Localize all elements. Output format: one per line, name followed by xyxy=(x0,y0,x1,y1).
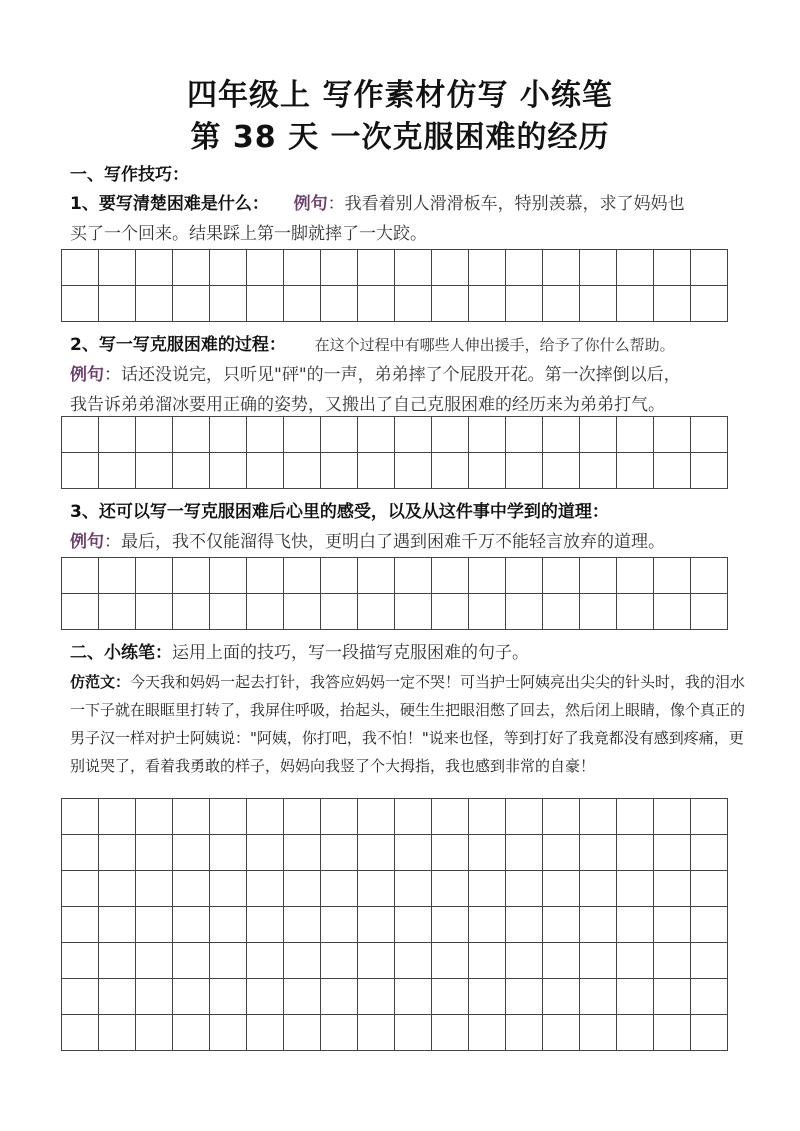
grid-cell[interactable] xyxy=(580,835,617,871)
grid-cell[interactable] xyxy=(617,835,654,871)
grid-cell[interactable] xyxy=(543,907,580,943)
grid-cell[interactable] xyxy=(691,453,728,489)
grid-cell[interactable] xyxy=(469,1015,506,1051)
grid-cell[interactable] xyxy=(617,907,654,943)
grid-cell[interactable] xyxy=(99,835,136,871)
grid-cell[interactable] xyxy=(284,1015,321,1051)
grid-cell[interactable] xyxy=(99,943,136,979)
grid-cell[interactable] xyxy=(321,799,358,835)
tip2-example-text-a: ：话还没说完，只听见"砰"的一声，弟弟摔了个屁股开花。第一次摔倒以后， xyxy=(104,365,681,385)
grid-cell[interactable] xyxy=(173,286,210,322)
grid-cell[interactable] xyxy=(247,594,284,630)
grid-cell[interactable] xyxy=(247,799,284,835)
grid-cell[interactable] xyxy=(654,835,691,871)
grid-cell[interactable] xyxy=(358,907,395,943)
grid-cell[interactable] xyxy=(99,417,136,453)
grid-cell[interactable] xyxy=(210,835,247,871)
grid-cell[interactable] xyxy=(99,1015,136,1051)
grid-cell[interactable] xyxy=(284,286,321,322)
grid-cell[interactable] xyxy=(580,594,617,630)
grid-cell[interactable] xyxy=(469,907,506,943)
grid-cell[interactable] xyxy=(432,1015,469,1051)
tip3-label: 3、还可以写一写克服困难后心里的感受，以及从这件事中学到的道理： xyxy=(70,502,609,522)
tip2-example-text-b: 我告诉弟弟溜冰要用正确的姿势，又搬出了自己克服困难的经历来为弟弟打气。 xyxy=(70,395,665,415)
grid-cell[interactable] xyxy=(173,417,210,453)
grid-cell[interactable] xyxy=(136,871,173,907)
grid-cell[interactable] xyxy=(432,835,469,871)
grid-cell[interactable] xyxy=(321,417,358,453)
section2-heading: 二、小练笔： xyxy=(70,643,172,663)
grid-cell[interactable] xyxy=(395,871,432,907)
grid-cell[interactable] xyxy=(358,250,395,286)
grid-cell[interactable] xyxy=(247,417,284,453)
grid-cell[interactable] xyxy=(432,979,469,1015)
grid-cell[interactable] xyxy=(691,594,728,630)
grid-cell[interactable] xyxy=(654,907,691,943)
grid-cell[interactable] xyxy=(580,907,617,943)
sample-essay xyxy=(70,668,750,780)
grid-cell[interactable] xyxy=(358,286,395,322)
grid-cell[interactable] xyxy=(247,558,284,594)
grid-cell[interactable] xyxy=(432,417,469,453)
grid-cell[interactable] xyxy=(506,417,543,453)
grid-cell[interactable] xyxy=(247,286,284,322)
tip1-example-label: 例句 xyxy=(293,194,328,214)
grid-cell[interactable] xyxy=(469,871,506,907)
grid-cell[interactable] xyxy=(580,1015,617,1051)
grid-cell[interactable] xyxy=(617,871,654,907)
grid-cell[interactable] xyxy=(469,250,506,286)
grid-cell[interactable] xyxy=(62,417,99,453)
grid-cell[interactable] xyxy=(99,979,136,1015)
writing-grid-3[interactable] xyxy=(61,557,728,630)
page-title: 四年级上 写作素材仿写 小练笔 xyxy=(187,78,613,113)
grid-cell[interactable] xyxy=(617,1015,654,1051)
sample-text: 今天我和妈妈一起去打针，我答应妈妈一定不哭！可当护士阿姨亮出尖尖的针头时，我的泪水一下子就在眼眶里打转了，我屏住呼吸，抬起头，硬生生把眼泪憋了回去，然后闭上眼睛，像个真正的男子汉一样对护士阿姨说："阿姨，你打吧，我不怕！"说来也怪，等到打好了我竟都没有感到疼痛，更别说哭了，看着我勇敢的样子，妈妈向我竖了个大拇指，我也感到非常的自豪！ xyxy=(70,673,746,775)
grid-cell[interactable] xyxy=(321,943,358,979)
grid-cell[interactable] xyxy=(173,907,210,943)
grid-cell[interactable] xyxy=(506,594,543,630)
grid-cell[interactable] xyxy=(210,453,247,489)
tip3-example-label: 例句 xyxy=(70,532,104,552)
tip3-block xyxy=(70,497,750,557)
grid-cell[interactable] xyxy=(580,250,617,286)
grid-cell[interactable] xyxy=(691,417,728,453)
tip1-example-text-a: ：我看着别人滑滑板车，特别羡慕，求了妈妈也 xyxy=(327,194,685,214)
grid-cell[interactable] xyxy=(617,594,654,630)
grid-cell[interactable] xyxy=(580,943,617,979)
grid-cell[interactable] xyxy=(99,558,136,594)
grid-cell[interactable] xyxy=(136,286,173,322)
grid-cell[interactable] xyxy=(321,835,358,871)
grid-cell[interactable] xyxy=(173,979,210,1015)
grid-cell[interactable] xyxy=(358,594,395,630)
grid-cell[interactable] xyxy=(62,594,99,630)
page-subtitle: 第 38 天 一次克服困难的经历 xyxy=(190,120,610,155)
tip1-block xyxy=(70,189,750,249)
grid-cell[interactable] xyxy=(469,594,506,630)
grid-cell[interactable] xyxy=(432,558,469,594)
grid-cell[interactable] xyxy=(284,250,321,286)
grid-cell[interactable] xyxy=(395,1015,432,1051)
grid-cell[interactable] xyxy=(691,979,728,1015)
grid-cell[interactable] xyxy=(62,979,99,1015)
grid-cell[interactable] xyxy=(580,799,617,835)
grid-cell[interactable] xyxy=(210,979,247,1015)
grid-cell[interactable] xyxy=(321,1015,358,1051)
grid-cell[interactable] xyxy=(543,943,580,979)
grid-cell[interactable] xyxy=(469,979,506,1015)
grid-cell[interactable] xyxy=(469,453,506,489)
grid-cell[interactable] xyxy=(358,1015,395,1051)
grid-cell[interactable] xyxy=(284,835,321,871)
grid-cell[interactable] xyxy=(173,558,210,594)
grid-cell[interactable] xyxy=(469,286,506,322)
grid-cell[interactable] xyxy=(580,979,617,1015)
grid-cell[interactable] xyxy=(62,286,99,322)
grid-cell[interactable] xyxy=(62,453,99,489)
tip2-example-label: 例句 xyxy=(70,365,104,385)
grid-cell[interactable] xyxy=(210,1015,247,1051)
grid-cell[interactable] xyxy=(136,453,173,489)
grid-cell[interactable] xyxy=(284,979,321,1015)
grid-cell[interactable] xyxy=(432,250,469,286)
grid-cell[interactable] xyxy=(617,979,654,1015)
grid-cell[interactable] xyxy=(173,1015,210,1051)
grid-cell[interactable] xyxy=(284,943,321,979)
grid-cell[interactable] xyxy=(654,799,691,835)
grid-cell[interactable] xyxy=(469,558,506,594)
grid-cell[interactable] xyxy=(358,453,395,489)
grid-cell[interactable] xyxy=(99,286,136,322)
grid-cell[interactable] xyxy=(432,943,469,979)
grid-cell[interactable] xyxy=(395,286,432,322)
grid-cell[interactable] xyxy=(210,871,247,907)
grid-cell[interactable] xyxy=(654,286,691,322)
grid-cell[interactable] xyxy=(469,943,506,979)
grid-cell[interactable] xyxy=(617,799,654,835)
grid-cell[interactable] xyxy=(284,799,321,835)
grid-cell[interactable] xyxy=(691,907,728,943)
grid-cell[interactable] xyxy=(173,799,210,835)
sample-label: 仿范文： xyxy=(70,673,131,691)
grid-cell[interactable] xyxy=(543,871,580,907)
grid-cell[interactable] xyxy=(395,250,432,286)
grid-cell[interactable] xyxy=(210,250,247,286)
grid-cell[interactable] xyxy=(395,799,432,835)
grid-cell[interactable] xyxy=(506,979,543,1015)
grid-cell[interactable] xyxy=(247,871,284,907)
writing-grid-1[interactable] xyxy=(61,249,728,322)
grid-cell[interactable] xyxy=(62,871,99,907)
grid-cell[interactable] xyxy=(469,417,506,453)
grid-cell[interactable] xyxy=(284,417,321,453)
grid-cell[interactable] xyxy=(247,979,284,1015)
section2-instruction: 运用上面的技巧，写一段描写克服困难的句子。 xyxy=(172,643,529,663)
grid-cell[interactable] xyxy=(247,453,284,489)
grid-cell[interactable] xyxy=(654,871,691,907)
grid-cell[interactable] xyxy=(432,799,469,835)
grid-cell[interactable] xyxy=(99,250,136,286)
grid-cell[interactable] xyxy=(654,594,691,630)
grid-cell[interactable] xyxy=(432,594,469,630)
grid-cell[interactable] xyxy=(321,250,358,286)
grid-cell[interactable] xyxy=(543,453,580,489)
grid-cell[interactable] xyxy=(62,799,99,835)
grid-cell[interactable] xyxy=(321,594,358,630)
grid-cell[interactable] xyxy=(62,558,99,594)
grid-cell[interactable] xyxy=(580,286,617,322)
grid-cell[interactable] xyxy=(173,943,210,979)
grid-cell[interactable] xyxy=(358,979,395,1015)
grid-cell[interactable] xyxy=(62,250,99,286)
grid-cell[interactable] xyxy=(506,871,543,907)
grid-cell[interactable] xyxy=(617,250,654,286)
grid-cell[interactable] xyxy=(654,250,691,286)
grid-cell[interactable] xyxy=(617,417,654,453)
grid-cell[interactable] xyxy=(654,1015,691,1051)
grid-cell[interactable] xyxy=(210,943,247,979)
tip1-label: 1、要写清楚困难是什么： xyxy=(70,194,269,214)
grid-cell[interactable] xyxy=(62,907,99,943)
grid-cell[interactable] xyxy=(617,453,654,489)
grid-cell[interactable] xyxy=(432,871,469,907)
grid-cell[interactable] xyxy=(691,558,728,594)
tip3-example-text: ：最后，我不仅能溜得飞快，更明白了遇到困难千万不能轻言放弃的道理。 xyxy=(104,532,665,552)
grid-cell[interactable] xyxy=(691,1015,728,1051)
grid-cell[interactable] xyxy=(395,417,432,453)
tip2-hint: 在这个过程中有哪些人伸出援手，给予了你什么帮助。 xyxy=(314,336,675,354)
grid-cell[interactable] xyxy=(136,558,173,594)
grid-cell[interactable] xyxy=(617,558,654,594)
grid-cell[interactable] xyxy=(506,943,543,979)
grid-cell[interactable] xyxy=(691,943,728,979)
grid-cell[interactable] xyxy=(358,943,395,979)
grid-cell[interactable] xyxy=(210,417,247,453)
grid-cell[interactable] xyxy=(247,835,284,871)
grid-cell[interactable] xyxy=(136,979,173,1015)
grid-cell[interactable] xyxy=(654,417,691,453)
grid-cell[interactable] xyxy=(395,907,432,943)
grid-cell[interactable] xyxy=(358,417,395,453)
grid-cell[interactable] xyxy=(506,250,543,286)
grid-cell[interactable] xyxy=(654,453,691,489)
grid-cell[interactable] xyxy=(321,871,358,907)
grid-cell[interactable] xyxy=(358,558,395,594)
grid-cell[interactable] xyxy=(432,453,469,489)
grid-cell[interactable] xyxy=(247,943,284,979)
grid-cell[interactable] xyxy=(62,1015,99,1051)
grid-cell[interactable] xyxy=(654,943,691,979)
grid-cell[interactable] xyxy=(469,835,506,871)
grid-cell[interactable] xyxy=(321,453,358,489)
grid-cell[interactable] xyxy=(543,799,580,835)
grid-cell[interactable] xyxy=(136,835,173,871)
grid-cell[interactable] xyxy=(99,871,136,907)
grid-cell[interactable] xyxy=(99,799,136,835)
grid-cell[interactable] xyxy=(395,558,432,594)
grid-cell[interactable] xyxy=(691,250,728,286)
grid-cell[interactable] xyxy=(506,907,543,943)
tip1-example-text-b: 买了一个回来。结果踩上第一脚就摔了一大跤。 xyxy=(70,224,427,244)
writing-grid-2[interactable] xyxy=(61,416,728,489)
grid-cell[interactable] xyxy=(543,417,580,453)
grid-cell[interactable] xyxy=(617,286,654,322)
grid-cell[interactable] xyxy=(136,943,173,979)
grid-cell[interactable] xyxy=(321,907,358,943)
grid-cell[interactable] xyxy=(395,943,432,979)
grid-cell[interactable] xyxy=(469,799,506,835)
grid-cell[interactable] xyxy=(62,943,99,979)
grid-cell[interactable] xyxy=(395,835,432,871)
grid-cell[interactable] xyxy=(136,1015,173,1051)
grid-cell[interactable] xyxy=(543,835,580,871)
grid-cell[interactable] xyxy=(543,250,580,286)
grid-cell[interactable] xyxy=(432,907,469,943)
grid-cell[interactable] xyxy=(210,907,247,943)
grid-cell[interactable] xyxy=(210,558,247,594)
grid-cell[interactable] xyxy=(321,979,358,1015)
grid-cell[interactable] xyxy=(543,286,580,322)
grid-cell[interactable] xyxy=(321,558,358,594)
writing-grid-4[interactable] xyxy=(61,798,728,1051)
grid-cell[interactable] xyxy=(210,286,247,322)
grid-cell[interactable] xyxy=(506,1015,543,1051)
grid-cell[interactable] xyxy=(506,453,543,489)
grid-cell[interactable] xyxy=(284,907,321,943)
grid-cell[interactable] xyxy=(247,1015,284,1051)
grid-cell[interactable] xyxy=(284,558,321,594)
grid-cell[interactable] xyxy=(62,835,99,871)
grid-cell[interactable] xyxy=(654,558,691,594)
grid-cell[interactable] xyxy=(136,907,173,943)
grid-cell[interactable] xyxy=(543,1015,580,1051)
grid-cell[interactable] xyxy=(580,417,617,453)
grid-cell[interactable] xyxy=(654,979,691,1015)
tip2-block xyxy=(70,330,750,420)
grid-cell[interactable] xyxy=(136,417,173,453)
grid-cell[interactable] xyxy=(136,594,173,630)
grid-cell[interactable] xyxy=(247,907,284,943)
grid-cell[interactable] xyxy=(395,979,432,1015)
tip2-label: 2、写一写克服困难的过程： xyxy=(70,335,286,355)
grid-cell[interactable] xyxy=(210,594,247,630)
grid-cell[interactable] xyxy=(173,453,210,489)
grid-cell[interactable] xyxy=(173,835,210,871)
grid-cell[interactable] xyxy=(395,453,432,489)
grid-cell[interactable] xyxy=(617,943,654,979)
grid-cell[interactable] xyxy=(506,799,543,835)
grid-cell[interactable] xyxy=(173,250,210,286)
grid-cell[interactable] xyxy=(506,558,543,594)
grid-cell[interactable] xyxy=(580,453,617,489)
grid-cell[interactable] xyxy=(173,594,210,630)
grid-cell[interactable] xyxy=(691,835,728,871)
grid-cell[interactable] xyxy=(580,558,617,594)
grid-cell[interactable] xyxy=(543,558,580,594)
grid-cell[interactable] xyxy=(284,453,321,489)
grid-cell[interactable] xyxy=(247,250,284,286)
grid-cell[interactable] xyxy=(506,835,543,871)
grid-cell[interactable] xyxy=(506,286,543,322)
grid-cell[interactable] xyxy=(99,453,136,489)
grid-cell[interactable] xyxy=(358,871,395,907)
section2-block xyxy=(70,638,750,668)
grid-cell[interactable] xyxy=(136,799,173,835)
grid-cell[interactable] xyxy=(358,799,395,835)
section1-heading: 一、写作技巧： xyxy=(70,165,189,185)
grid-cell[interactable] xyxy=(99,907,136,943)
grid-cell[interactable] xyxy=(284,871,321,907)
grid-cell[interactable] xyxy=(543,594,580,630)
grid-cell[interactable] xyxy=(691,871,728,907)
grid-cell[interactable] xyxy=(99,594,136,630)
grid-cell[interactable] xyxy=(136,250,173,286)
grid-cell[interactable] xyxy=(543,979,580,1015)
grid-cell[interactable] xyxy=(321,286,358,322)
grid-cell[interactable] xyxy=(691,799,728,835)
grid-cell[interactable] xyxy=(210,799,247,835)
grid-cell[interactable] xyxy=(691,286,728,322)
grid-cell[interactable] xyxy=(580,871,617,907)
grid-cell[interactable] xyxy=(173,871,210,907)
grid-cell[interactable] xyxy=(284,594,321,630)
grid-cell[interactable] xyxy=(358,835,395,871)
grid-cell[interactable] xyxy=(432,286,469,322)
grid-cell[interactable] xyxy=(395,594,432,630)
